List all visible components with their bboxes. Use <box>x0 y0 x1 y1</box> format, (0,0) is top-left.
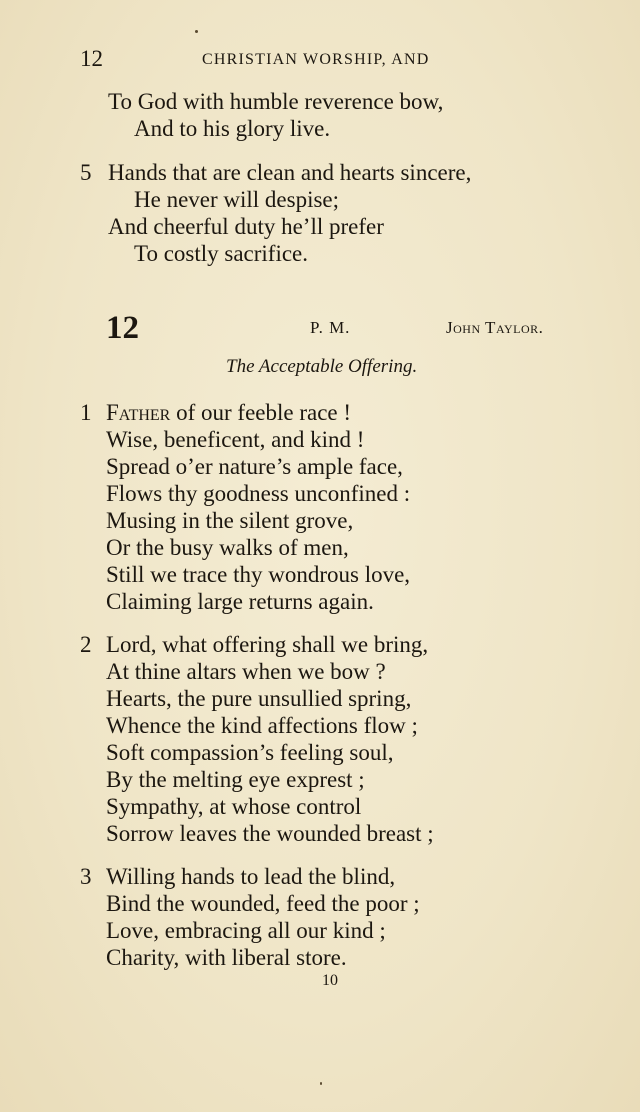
verse-line: At thine altars when we bow ? <box>106 659 386 684</box>
hymn-heading <box>0 310 640 350</box>
stanza-number: 3 <box>80 864 92 889</box>
verse-line: Hearts, the pure unsullied spring, <box>106 686 412 711</box>
stanza-number: 5 <box>80 160 92 185</box>
page-number: 12 <box>80 46 103 71</box>
verse-line: Bind the wounded, feed the poor ; <box>106 891 420 916</box>
verse-line: Willing hands to lead the blind, <box>106 864 396 889</box>
ink-speck <box>195 30 198 33</box>
verse-line: Whence the kind affections flow ; <box>106 713 418 738</box>
signature-mark: 10 <box>322 972 338 989</box>
verse-line: Sorrow leaves the wounded breast ; <box>106 821 434 846</box>
verse-line: To costly sacrifice. <box>134 241 309 266</box>
hymn-number: 12 <box>106 310 139 346</box>
running-title: CHRISTIAN WORSHIP, AND <box>202 51 430 68</box>
running-header <box>80 46 560 76</box>
verse-line: By the melting eye exprest ; <box>106 767 365 792</box>
verse-line: Charity, with liberal store. <box>106 945 347 970</box>
ink-speck <box>320 1082 322 1085</box>
verse-line: Love, embracing all our kind ; <box>106 918 386 943</box>
hymn-author: John Taylor. <box>446 318 544 337</box>
verse-line-rest: of our feeble race ! <box>170 400 352 425</box>
verse-line <box>106 399 351 426</box>
verse-line: Claiming large returns again. <box>106 589 374 614</box>
verse-line: And cheerful duty he’ll prefer <box>108 214 384 239</box>
stanza-number: 2 <box>80 632 92 657</box>
verse-line: Sympathy, at whose control <box>106 794 362 819</box>
verse-line: Soft compassion’s feeling soul, <box>106 740 394 765</box>
hymn-meter: P. M. <box>310 318 351 337</box>
verse-line: Musing in the silent grove, <box>106 508 354 533</box>
hymn-subtitle: The Acceptable Offering. <box>226 356 418 377</box>
verse-line: He never will despise; <box>134 187 340 212</box>
verse-line: Spread o’er nature’s ample face, <box>106 454 403 479</box>
verse-line: To God with humble reverence bow, <box>108 89 444 114</box>
verse-line: Flows thy goodness unconfined : <box>106 481 411 506</box>
verse-line: Hands that are clean and hearts sincere, <box>108 160 472 185</box>
verse-line: Still we trace thy wondrous love, <box>106 562 411 587</box>
stanza-number: 1 <box>80 400 92 425</box>
verse-line: Wise, beneficent, and kind ! <box>106 427 365 452</box>
verse-line: Or the busy walks of men, <box>106 535 349 560</box>
verse-line: And to his glory live. <box>134 116 331 141</box>
drop-word: Father <box>106 400 171 425</box>
verse-line: Lord, what offering shall we bring, <box>106 632 429 657</box>
